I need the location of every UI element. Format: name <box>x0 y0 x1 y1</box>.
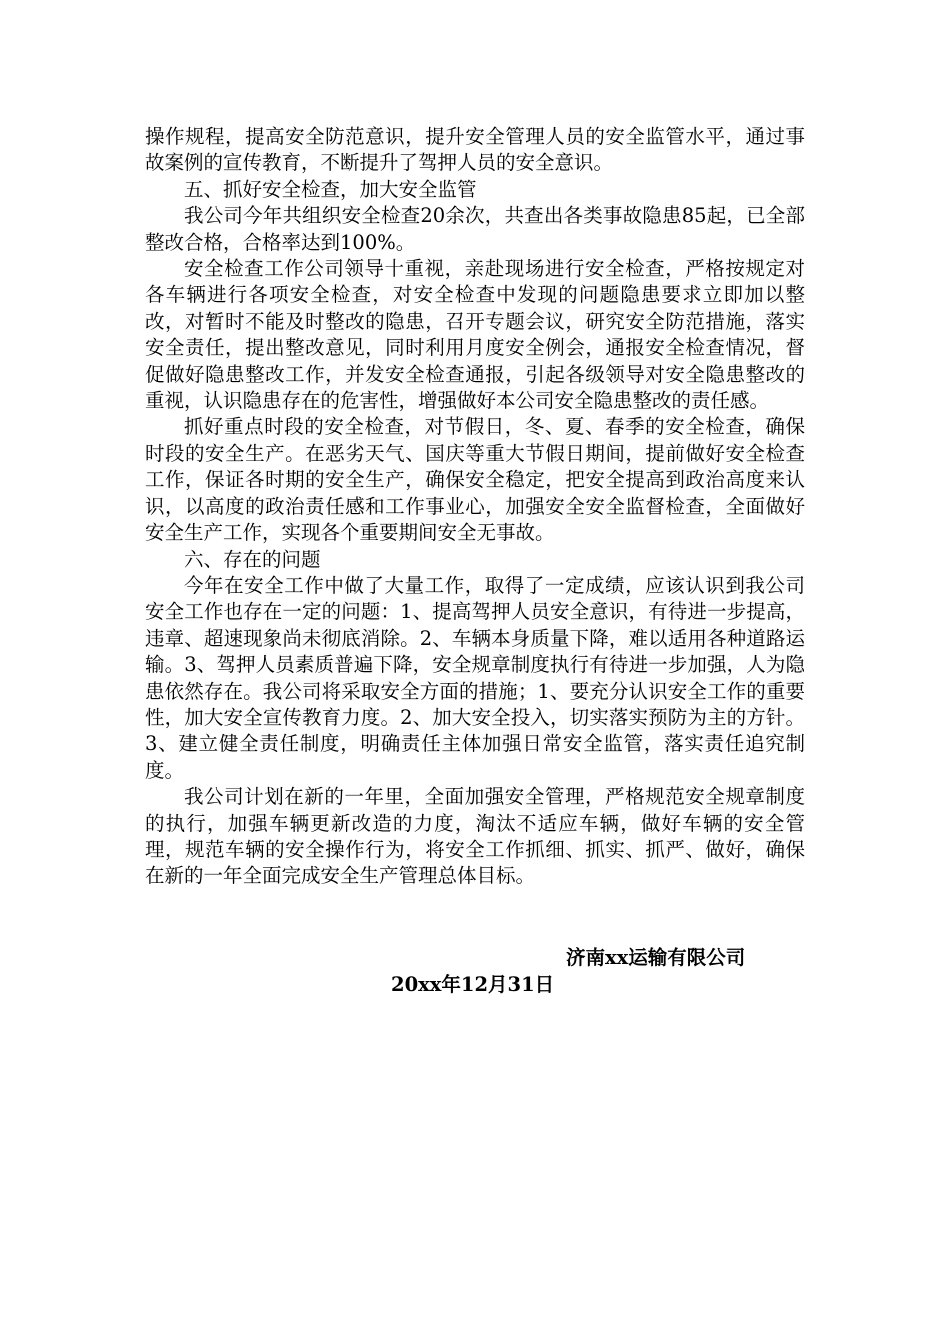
paragraph-inspection-leadership: 安全检查工作公司领导十重视，亲赴现场进行安全检查，严格按规定对各车辆进行各项安全检查，对安全检查中发现的问题隐患要求立即加以整改，对暂时不能及时整改的隐患，召开专题会议，研究安全防范措施，落实安全责任，提出整改意见，同时利用月度安全例会，通报安全检查情况，督促做好隐患整改工作，并发安全检查通报，引起各级领导对安全隐患整改的重视，认识隐患存在的危害性，增强做好本公司安全隐患整改的责任感。 <box>145 257 805 413</box>
signature-company: 济南xx运输有限公司 <box>566 946 746 969</box>
paragraph-inspection-count: 我公司今年共组织安全检查20余次，共查出各类事故隐患85起，已全部整改合格，合格率达到100%。 <box>145 204 805 254</box>
paragraph-continuation: 操作规程，提高安全防范意识，提升安全管理人员的安全监管水平，通过事故案例的宣传教育，不断提升了驾押人员的安全意识。 <box>145 125 805 175</box>
section-heading-six: 六、存在的问题 <box>184 547 321 571</box>
paragraph-plan: 我公司计划在新的一年里，全面加强安全管理，严格规范安全规章制度的执行，加强车辆更新改造的力度，淘汰不适应车辆，做好车辆的安全管理，规范车辆的安全操作行为，将安全工作抓细、抓实、抓严、做好，确保在新的一年全面完成安全生产管理总体目标。 <box>145 785 805 888</box>
signature-date: 20xx年12月31日 <box>391 973 555 996</box>
paragraph-problems: 今年在安全工作中做了大量工作，取得了一定成绩，应该认识到我公司安全工作也存在一定的问题：1、提高驾押人员安全意识，有待进一步提高，违章、超速现象尚未彻底消除。2、车辆本身质量下降，难以适用各种道路运输。3、驾押人员素质普遍下降，安全规章制度执行有待进一步加强，人为隐患依然存在。我公司将采取安全方面的措施；1、要充分认识安全工作的重要性，加大安全宣传教育力度。2、加大安全投入，切实落实预防为主的方针。3、建立健全责任制度，明确责任主体加强日常安全监管，落实责任追究制度。 <box>145 573 805 782</box>
document-body <box>145 124 805 890</box>
paragraph-key-periods: 抓好重点时段的安全检查，对节假日，冬、夏、春季的安全检查，确保时段的安全生产。在恶劣天气、国庆等重大节假日期间，提前做好安全检查工作，保证各时期的安全生产，确保安全稳定，把安全提高到政治高度来认识，以高度的政治责任感和工作事业心，加强安全安全监督检查，全面做好安全生产工作，实现各个重要期间安全无事故。 <box>145 415 805 545</box>
section-heading-five: 五、抓好安全检查，加大安全监管 <box>184 177 477 201</box>
